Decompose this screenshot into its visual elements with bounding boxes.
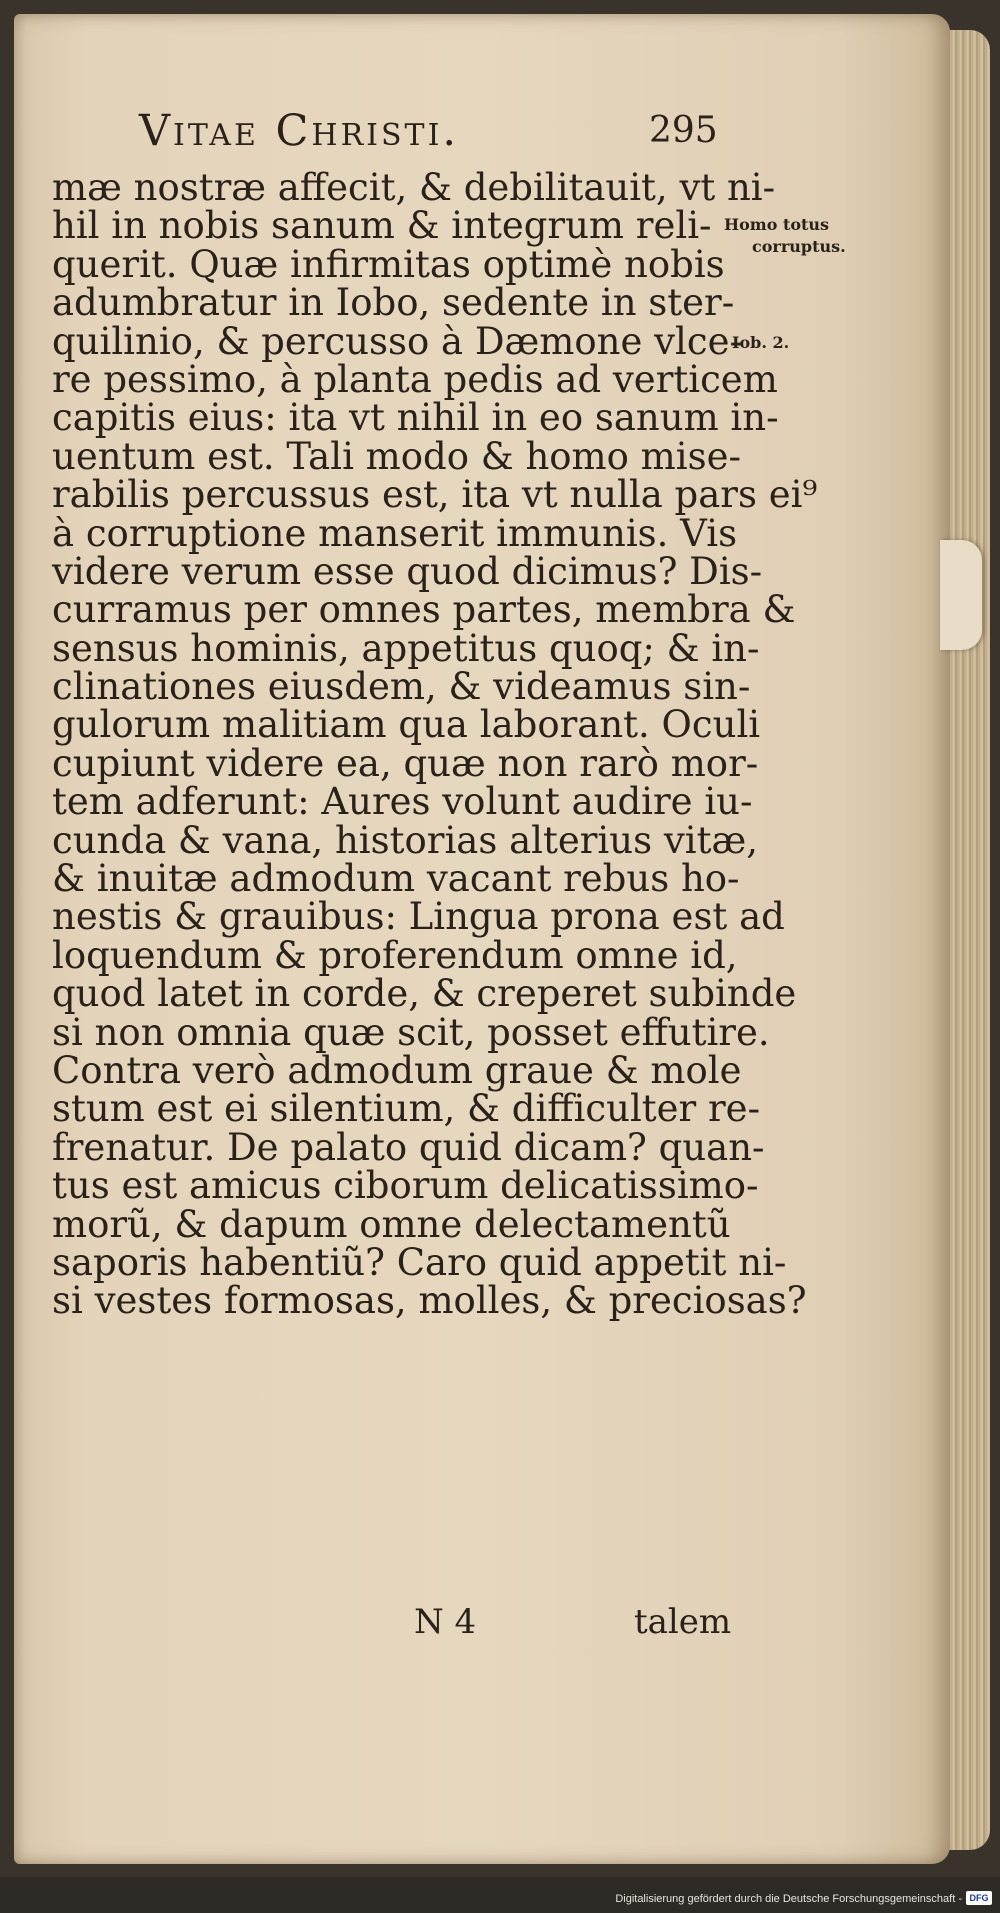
page-header	[139, 106, 739, 166]
text-line: adumbratur in Iobo, sedente in ster-	[52, 281, 735, 325]
book-page	[14, 14, 950, 1864]
text-line: clinationes eiusdem, & videamus sin-	[52, 665, 751, 709]
margin-note-line: corruptus.	[752, 237, 846, 256]
text-line: frenatur. De palato quid dicam? quan-	[52, 1125, 765, 1169]
margin-note-homo-totus	[724, 214, 846, 258]
text-line: querit. Quæ infirmitas optimè nobis	[52, 242, 725, 286]
text-line: uentum est. Tali modo & homo mise-	[52, 434, 741, 478]
text-line: hil in nobis sanum & integrum reli-	[52, 204, 712, 248]
text-line: saporis habentiũ? Caro quid appetit ni-	[52, 1240, 787, 1284]
text-line: si vestes formosas, molles, & preciosas?	[52, 1279, 807, 1323]
text-line: si non omnia quæ scit, posset effutire.	[52, 1010, 770, 1054]
text-line: curramus per omnes partes, membra &	[52, 588, 796, 632]
signature-mark: N 4	[414, 1602, 477, 1642]
text-line: sensus hominis, appetitus quoq; & in-	[52, 626, 760, 670]
text-line: Contra verò admodum graue & mole	[52, 1048, 742, 1092]
text-line: gulorum malitiam qua laborant. Oculi	[52, 703, 761, 747]
text-line: capitis eius: ita vt nihil in eo sanum in-	[52, 396, 779, 440]
digitization-credit: Digitalisierung gefördert durch die Deutsche Forschungsgemeinschaft -	[615, 1893, 962, 1905]
text-line: cupiunt videre ea, quæ non rarò mor-	[52, 741, 759, 785]
text-line: quilinio, & percusso à Dæmone vlce-	[52, 319, 742, 363]
text-line: morũ, & dapum omne delectamentũ	[52, 1202, 731, 1246]
text-line: & inuitæ admodum vacant rebus ho-	[52, 857, 740, 901]
margin-note-line: Homo totus	[724, 215, 830, 234]
text-line: stum est ei silentium, & difficulter re-	[52, 1087, 761, 1131]
page-footer	[414, 1602, 754, 1652]
text-line: mæ nostræ affecit, & debilitauit, vt ni-	[52, 166, 776, 209]
page-tab	[940, 540, 982, 650]
text-line: re pessimo, à planta pedis ad verticem	[52, 357, 778, 401]
page-number: 295	[649, 110, 718, 151]
text-line: nestis & grauibus: Lingua prona est ad	[52, 895, 785, 939]
text-line: tus est amicus ciborum delicatissimo-	[52, 1164, 759, 1208]
running-title: Vitae Christi.	[139, 106, 460, 156]
catchword: talem	[634, 1602, 732, 1642]
text-line: à corruptione manserit immunis. Vis	[52, 511, 738, 555]
text-line: videre verum esse quod dicimus? Dis-	[52, 549, 763, 593]
text-line: rabilis percussus est, ita vt nulla pars ei⁹	[52, 473, 818, 517]
dfg-logo-icon: DFG	[966, 1891, 992, 1905]
text-line: tem adferunt: Aures volunt audire iu-	[52, 780, 753, 824]
text-line: cunda & vana, historias alterius vitæ,	[52, 818, 758, 862]
margin-note-iob: Iob. 2.	[732, 333, 790, 352]
text-line: loquendum & proferendum omne id,	[52, 933, 738, 977]
text-line: quod latet in corde, & creperet subinde	[52, 972, 797, 1016]
